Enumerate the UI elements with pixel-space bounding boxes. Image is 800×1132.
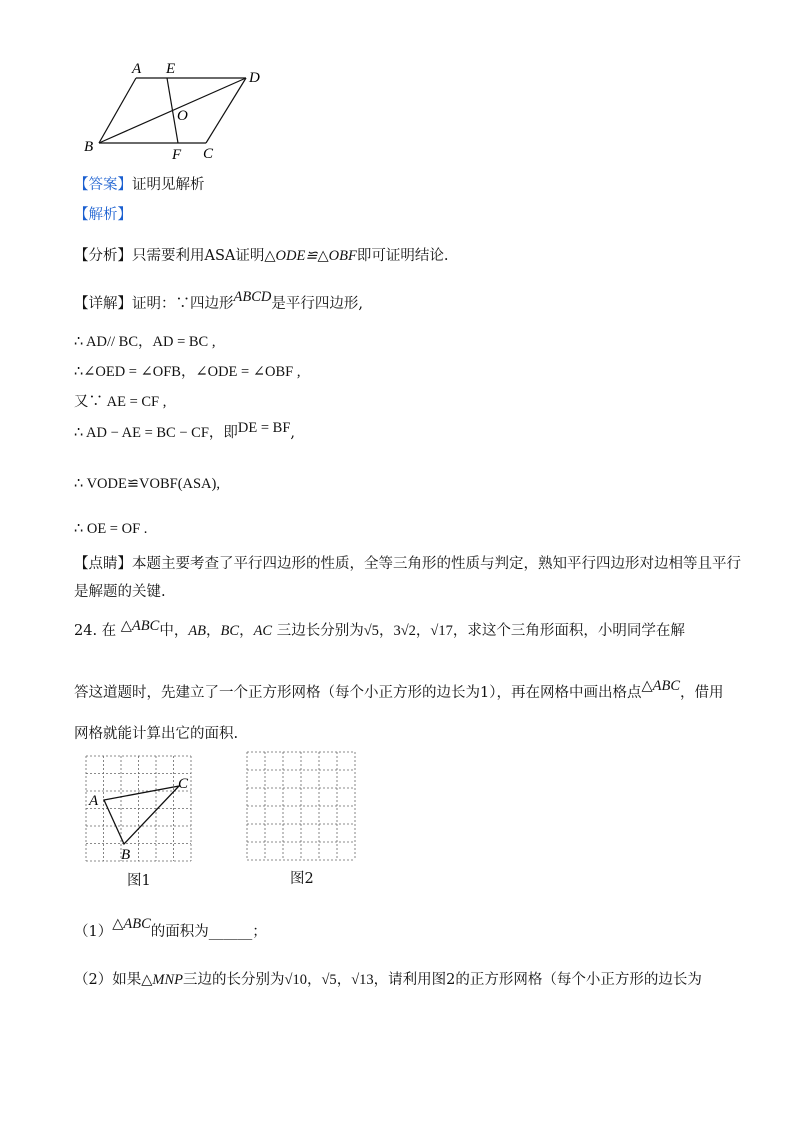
fenxi-pre: 只需要利用ASA证明 [132, 248, 265, 264]
q24-tri: △ABC [120, 618, 160, 634]
detail-tag: 【详解】 [74, 296, 132, 312]
dianjing-tag: 【点睛】 [74, 556, 132, 572]
dianjing-line2: 是解题的关键. [74, 584, 166, 600]
fig1-label-b: B [121, 847, 131, 863]
grid-figure-2 [246, 751, 358, 863]
q24-line2 [74, 678, 724, 703]
fenxi-formula: △ODE≌△OBF [264, 248, 357, 264]
part2-tri: △MNP [141, 972, 183, 988]
q24-number: 24. 在 [74, 623, 117, 639]
detail-step3: 又∵ AE = CF , [74, 394, 167, 410]
part1-post: 的面积为______； [150, 924, 267, 940]
fig1-label-a: A [89, 793, 99, 809]
triangle-abc [104, 786, 179, 844]
q24-sqrt5: √5 [363, 623, 379, 639]
parallelogram-figure [70, 55, 300, 170]
q24-after: ，求这个三角形面积，小明同学在解 [452, 623, 685, 639]
answer-tag: 【答案】 [74, 177, 132, 193]
q24-sides-text: 三边长分别为 [276, 623, 364, 639]
part2-s1: √10 [284, 972, 307, 988]
detail-step6: ∴ OE = OF . [74, 521, 148, 537]
detail-step2: ∴∠OED = ∠OFB，∠ODE = ∠OBF , [74, 364, 301, 380]
q24-line1: 24. 在 △ABC中，AB，BC，AC 三边长分别为√5，3√2，√17，求这个三角形面积，小明同学在解 [74, 618, 685, 639]
detail-step4-d: , [290, 425, 295, 441]
answer-text: 证明见解析 [132, 177, 205, 193]
detail-intro-post: 是平行四边形, [271, 296, 363, 312]
fenxi-post: 即可证明结论. [356, 248, 449, 264]
label-a: A [132, 61, 142, 77]
q24-sqrt17: √17 [430, 623, 453, 639]
q24-bc: BC [220, 623, 240, 639]
label-e: E [166, 61, 176, 77]
detail-step4 [74, 420, 295, 443]
detail-step1: ∴ AD// BC，AD = BC , [74, 334, 216, 350]
grid-lines-1 [86, 756, 191, 861]
label-f: F [172, 147, 182, 163]
part2-pre: （2）如果 [74, 972, 142, 988]
fig1-caption: 图1 [127, 873, 151, 889]
part2-mid: 三边的长分别为 [183, 972, 285, 988]
part1-pre: （1） [74, 924, 113, 940]
label-c: C [203, 146, 214, 162]
fenxi-line [74, 246, 448, 266]
detail-intro: 证明：∵四边形 [132, 296, 234, 312]
part2-s2: √5 [321, 972, 337, 988]
q24-mid: 中， [159, 623, 189, 639]
grid-lines-2 [247, 752, 355, 860]
label-d: D [249, 70, 260, 86]
q24-line2-post: ，借用 [680, 685, 724, 701]
segment-dc [206, 78, 246, 143]
fenxi-tag: 【分析】 [74, 248, 132, 264]
grid-figure-1 [84, 755, 194, 867]
part1-tri: △ABC [112, 916, 151, 932]
detail-step5: ∴ VODE≌VOBF(ASA), [74, 476, 220, 492]
analysis-line [74, 205, 132, 225]
q24-part1 [74, 916, 267, 942]
q24-ac: AC [253, 623, 273, 639]
detail-abcd: ABCD [233, 289, 272, 305]
detail-step4-a: ∴ AD − AE = BC − CF [74, 425, 209, 441]
detail-step4-c: DE = BF [237, 420, 291, 436]
answer-line [74, 175, 205, 195]
q24-line3: 网格就能计算出它的面积. [74, 726, 239, 742]
dianjing-line1 [74, 554, 741, 574]
detail-line [74, 289, 363, 314]
segment-ba [99, 78, 136, 143]
fig1-label-c: C [178, 776, 189, 792]
q24-line2-pre: 答这道题时，先建立了一个正方形网格（每个小正方形的边长为1），再在网格中画出格点 [74, 685, 642, 701]
q24-line2-tri: △ABC [641, 678, 681, 694]
detail-step4-b: ，即 [208, 425, 238, 441]
label-b: B [84, 139, 94, 155]
part2-s3: √13 [351, 972, 374, 988]
label-o: O [177, 108, 188, 124]
q24-ab: AB [188, 623, 207, 639]
dianjing-text1: 本题主要考查了平行四边形的性质，全等三角形的性质与判定，熟知平行四边形对边相等且平行 [132, 556, 741, 572]
part2-post: ，请利用图2的正方形网格（每个小正方形的边长为 [373, 972, 702, 988]
q24-part2: （2）如果△MNP三边的长分别为√10，√5，√13，请利用图2的正方形网格（每个小正方形的边长为 [74, 972, 702, 988]
fig2-caption: 图2 [290, 871, 314, 887]
analysis-tag: 【解析】 [74, 207, 132, 223]
q24-sqrt18: 3√2 [393, 623, 416, 639]
